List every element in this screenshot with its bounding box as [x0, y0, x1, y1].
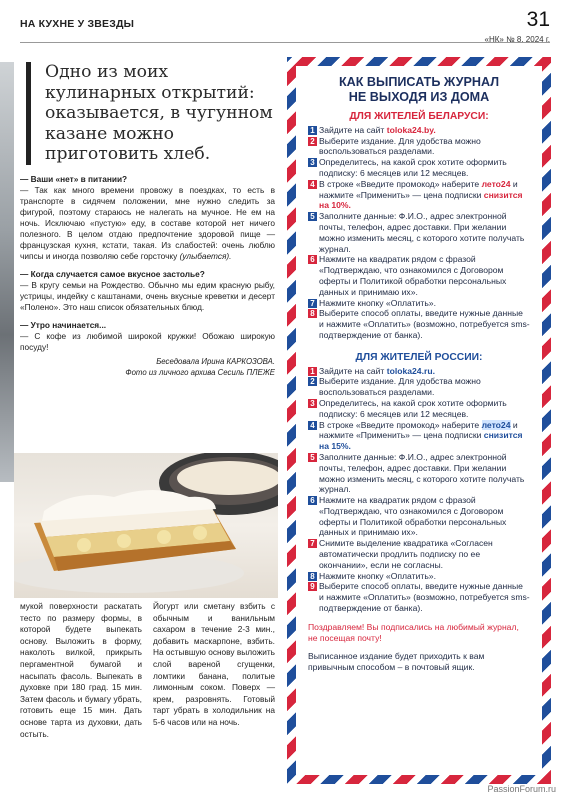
russia-step-2: 2 Выберите издание. Для удобства можно воспользоваться разделами.: [308, 376, 530, 398]
answer-3: — С кофе из любимой широкой кружки! Обожаю широкую посуду!: [20, 330, 275, 352]
box-title-line-1: КАК ВЫПИСАТЬ ЖУРНАЛ: [338, 75, 500, 89]
pull-quote: Одно из моих кулинарных открытий: оказывается, в чугунном казане можно приготовить хлеб.: [26, 62, 275, 165]
belarus-step-6: 6 Нажмите на квадратик рядом с фразой «Подтверждаю, что ознакомился с Договором оферты и Политикой обработки персональных данных и принимаю их».: [308, 254, 530, 297]
subscription-box-content: [296, 66, 542, 775]
header-rule: [20, 42, 550, 43]
interviewer-credit: Беседовала Ирина КАРКОЗОВА.: [156, 356, 275, 366]
site-watermark: PassionForum.ru: [487, 784, 556, 794]
subscription-box: [287, 57, 551, 784]
russia-step-4: 4 В строке «Введите промокод» наберите лето24 и нажмите «Применить» — цена подписки снизится на 15%.: [308, 420, 530, 452]
interview-article: [20, 62, 275, 378]
belarus-heading: ДЛЯ ЖИТЕЛЕЙ БЕЛАРУСИ:: [349, 111, 489, 122]
belarus-step-1: 1 Зайдите на сайт toloka24.by.: [308, 125, 530, 136]
answer-1: — Так как много времени провожу в поездках, то есть в транспорте в сидячем положении, мне нужно следить за фигурой, поэтому стараюсь не налегать на мучное. Не ем на ночь. Исключаю «пустую» еду, в составе которой нет ничего полезного. В целом отдаю предпочтение здоровой пище — французская кухня, кстати, такая. Из слабостей: очень люблю чипсы и иногда позволяю себе горсточку (улыбается).: [20, 184, 275, 261]
section-title: НА КУХНЕ У ЗВЕЗДЫ: [20, 18, 135, 30]
russia-step-7: 7 Снимите выделение квадратика «Согласен автоматически продлить подписку по ее окончании», если не согласны.: [308, 538, 530, 570]
russia-step-8: 8 Нажмите кнопку «Оплатить».: [308, 571, 530, 582]
recipe-column-1: мукой поверхности раскатать тесто по размеру формы, в которой будете выпекать основу. Выложить в форму, наколоть вилкой, прикрыть пергаментной бумагой и насыпать фасоль. Выпекать в духовке при 180 град. 15 мин. Затем фасоль и бумагу убрать, готовить еще 15 мин. Дать основе тарта из духовки, дать остыть.: [20, 601, 142, 739]
russia-site-link[interactable]: toloka24.ru.: [386, 365, 435, 376]
delivery-note: Выписанное издание будет приходить к вам привычным способом – в почтовый ящик.: [308, 651, 485, 673]
belarus-step-2: 2 Выберите издание. Для удобства можно воспользоваться разделами.: [308, 136, 530, 158]
portrait-photo-strip: [0, 62, 14, 482]
belarus-step-8: 8 Выберите способ оплаты, введите нужные данные и нажмите «Оплатить» (возможно, потребуется sms-подтверждение от банка).: [308, 308, 530, 340]
belarus-step-4: 4 В строке «Введите промокод» наберите лето24 и нажмите «Применить» — цена подписки снизится на 10%.: [308, 179, 530, 211]
question-3: — Утро начинается...: [20, 319, 107, 330]
russia-step-5: 5 Заполните данные: Ф.И.О., адрес электронной почты, телефон, адрес доставки. При желании можно изменить месяц, с которого хотите получать журнал.: [308, 452, 530, 495]
russia-step-1: 1 Зайдите на сайт toloka24.ru.: [308, 366, 530, 377]
question-2: — Когда случается самое вкусное застолье?: [20, 268, 205, 279]
question-1: — Ваши «нет» в питании?: [20, 173, 128, 184]
recipe-column-2: Йогурт или сметану взбить с обычным и ванильным сахаром в течение 2-3 мин., добавить маскарпоне, взбить. На остывшую основу выложить слой вареной сгущенки, ломтики банана, политые лимонным соком. Поверх — крем, разровнять. Готовый тарт убрать в холодильник на 5-6 часов или на ночь.: [153, 601, 275, 727]
russia-step-3: 3 Определитесь, на какой срок хотите оформить подписку: 6 месяцев или 12 месяцев.: [308, 398, 530, 420]
answer-2: — В кругу семьи на Рождество. Обычно мы едим красную рыбу, устрицы, индейку с каштанами, очень вкусные креветки и десерт «Полено». Это наш список обязательных блюд.: [20, 279, 275, 312]
box-title-line-2: НЕ ВЫХОДЯ ИЗ ДОМА: [348, 90, 490, 104]
belarus-step-7: 7 Нажмите кнопку «Оплатить».: [308, 298, 530, 309]
russia-step-6: 6 Нажмите на квадратик рядом с фразой «Подтверждаю, что ознакомился с Договором оферты и Политикой обработки персональных данных и принимаю их».: [308, 495, 530, 538]
photo-credit: Фото из личного архива Сесиль ПЛЕЖЕ: [125, 367, 275, 377]
belarus-step-3: 3 Определитесь, на какой срок хотите оформить подписку: 6 месяцев или 12 месяцев.: [308, 157, 530, 179]
russia-heading: ДЛЯ ЖИТЕЛЕЙ РОССИИ:: [355, 351, 483, 363]
congrats-text: Поздравляем! Вы подписались на любимый журнал, не посещая почту!: [308, 621, 519, 643]
russia-step-9: 9 Выберите способ оплаты, введите нужные данные и нажмите «Оплатить» (возможно, потребуется sms-подтверждение от банка).: [308, 581, 530, 613]
page-number: 31: [526, 8, 550, 31]
banana-tart-photo: [14, 453, 278, 598]
belarus-site-link[interactable]: toloka24.by.: [386, 124, 436, 135]
issue-label: «НК» № 8, 2024 г.: [484, 35, 550, 44]
belarus-step-5: 5 Заполните данные: Ф.И.О., адрес электронной почты, телефон, адрес доставки. При желании можно изменить месяц, с которого хотите получать журнал.: [308, 211, 530, 254]
